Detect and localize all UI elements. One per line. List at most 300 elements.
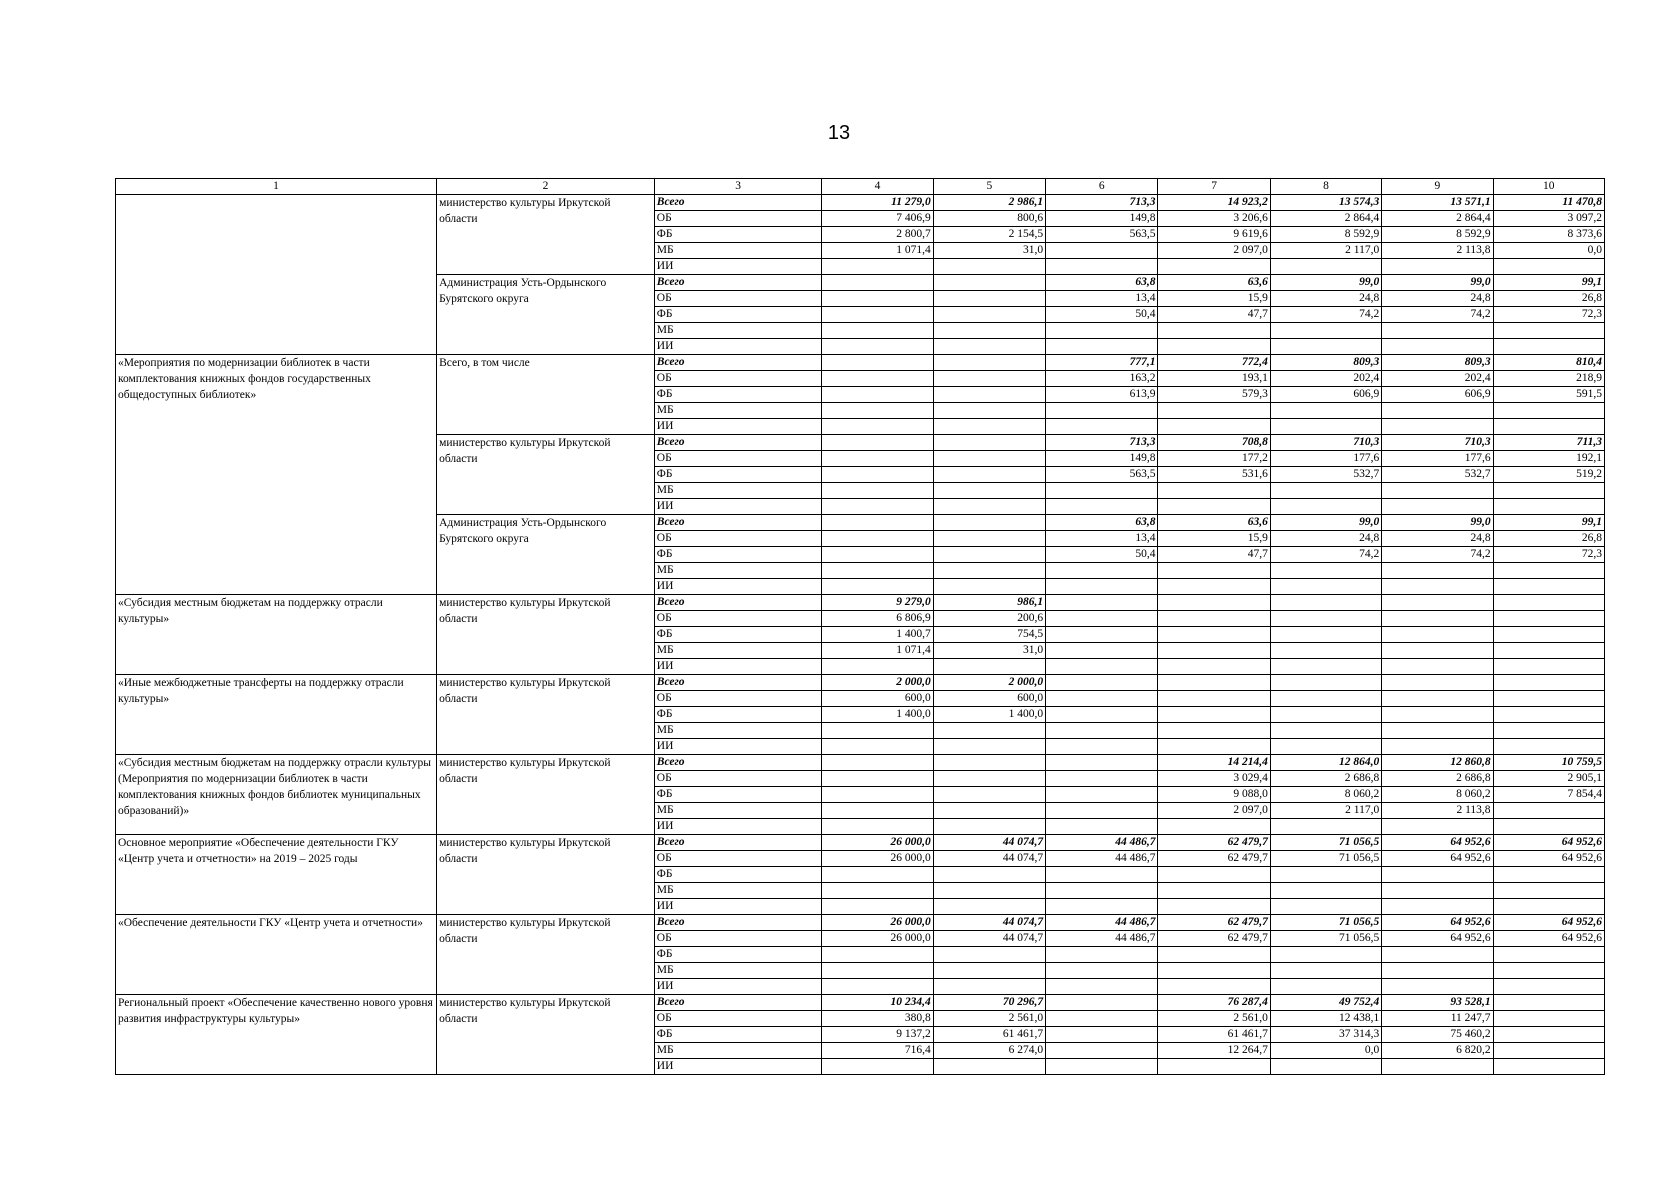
value-cell: 74,2 <box>1382 547 1493 563</box>
value-cell <box>1046 979 1158 995</box>
value-cell <box>1270 899 1381 915</box>
value-cell: 9 619,6 <box>1158 227 1270 243</box>
event-name-cell <box>116 195 437 355</box>
value-cell: 99,1 <box>1493 275 1604 291</box>
value-cell: 0,0 <box>1493 243 1604 259</box>
value-cell: 2 097,0 <box>1158 803 1270 819</box>
value-cell: 63,6 <box>1158 515 1270 531</box>
page-number: 13 <box>827 122 851 144</box>
funding-source-cell: ИИ <box>654 499 822 515</box>
value-cell <box>1493 1059 1604 1075</box>
value-cell: 64 952,6 <box>1493 851 1604 867</box>
value-cell <box>933 499 1045 515</box>
value-cell <box>933 867 1045 883</box>
value-cell: 2 905,1 <box>1493 771 1604 787</box>
funding-source-cell: ОБ <box>654 1011 822 1027</box>
value-cell <box>1270 691 1381 707</box>
value-cell <box>1270 867 1381 883</box>
value-cell: 606,9 <box>1270 387 1381 403</box>
value-cell: 606,9 <box>1382 387 1493 403</box>
value-cell: 44 074,7 <box>933 931 1045 947</box>
value-cell <box>822 867 933 883</box>
value-cell <box>1493 803 1604 819</box>
value-cell <box>933 339 1045 355</box>
value-cell: 26 000,0 <box>822 851 933 867</box>
value-cell: 202,4 <box>1270 371 1381 387</box>
value-cell <box>1046 771 1158 787</box>
value-cell <box>933 307 1045 323</box>
value-cell <box>1046 659 1158 675</box>
value-cell: 99,0 <box>1382 275 1493 291</box>
value-cell <box>822 451 933 467</box>
value-cell: 99,0 <box>1382 515 1493 531</box>
funding-source-cell: ФБ <box>654 867 822 883</box>
value-cell <box>1493 611 1604 627</box>
funding-source-cell: ФБ <box>654 467 822 483</box>
value-cell: 11 279,0 <box>822 195 933 211</box>
value-cell: 63,8 <box>1046 275 1158 291</box>
value-cell: 74,2 <box>1382 307 1493 323</box>
value-cell <box>1158 963 1270 979</box>
value-cell <box>1382 883 1493 899</box>
funding-source-cell: МБ <box>654 643 822 659</box>
value-cell <box>1046 739 1158 755</box>
value-cell <box>933 403 1045 419</box>
value-cell: 15,9 <box>1158 531 1270 547</box>
value-cell <box>933 979 1045 995</box>
value-cell <box>1046 499 1158 515</box>
column-header: 2 <box>437 179 655 195</box>
value-cell: 14 923,2 <box>1158 195 1270 211</box>
value-cell <box>822 499 933 515</box>
value-cell <box>1158 611 1270 627</box>
value-cell <box>822 275 933 291</box>
value-cell: 11 470,8 <box>1493 195 1604 211</box>
value-cell <box>933 371 1045 387</box>
value-cell: 177,6 <box>1270 451 1381 467</box>
value-cell: 716,4 <box>822 1043 933 1059</box>
executor-cell: министерство культуры Иркутской области <box>437 435 655 515</box>
value-cell <box>933 291 1045 307</box>
value-cell: 62 479,7 <box>1158 931 1270 947</box>
value-cell: 44 074,7 <box>933 915 1045 931</box>
funding-source-cell: МБ <box>654 963 822 979</box>
executor-cell: министерство культуры Иркутской области <box>437 995 655 1075</box>
value-cell <box>822 323 933 339</box>
value-cell <box>1382 499 1493 515</box>
value-cell <box>822 899 933 915</box>
value-cell: 99,0 <box>1270 275 1381 291</box>
value-cell: 380,8 <box>822 1011 933 1027</box>
value-cell: 563,5 <box>1046 467 1158 483</box>
funding-source-cell: Всего <box>654 515 822 531</box>
column-header: 3 <box>654 179 822 195</box>
value-cell: 99,0 <box>1270 515 1381 531</box>
value-cell <box>1493 723 1604 739</box>
value-cell: 64 952,6 <box>1382 851 1493 867</box>
value-cell: 31,0 <box>933 643 1045 659</box>
value-cell <box>1158 563 1270 579</box>
value-cell <box>933 899 1045 915</box>
value-cell <box>1158 899 1270 915</box>
funding-source-cell: ИИ <box>654 739 822 755</box>
value-cell <box>822 467 933 483</box>
column-header: 5 <box>933 179 1045 195</box>
funding-source-cell: ФБ <box>654 707 822 723</box>
value-cell <box>1493 643 1604 659</box>
value-cell <box>1493 819 1604 835</box>
value-cell <box>1046 803 1158 819</box>
value-cell: 1 400,7 <box>822 627 933 643</box>
budget-table <box>115 178 1605 1075</box>
value-cell <box>1046 707 1158 723</box>
value-cell <box>933 467 1045 483</box>
value-cell: 64 952,6 <box>1493 835 1604 851</box>
value-cell <box>822 659 933 675</box>
funding-source-cell: ИИ <box>654 899 822 915</box>
value-cell <box>1158 707 1270 723</box>
value-cell: 10 759,5 <box>1493 755 1604 771</box>
value-cell <box>1270 563 1381 579</box>
funding-source-cell: МБ <box>654 883 822 899</box>
value-cell <box>1493 675 1604 691</box>
value-cell: 64 952,6 <box>1382 835 1493 851</box>
value-cell <box>1158 739 1270 755</box>
value-cell <box>1270 659 1381 675</box>
value-cell <box>933 883 1045 899</box>
value-cell: 26 000,0 <box>822 931 933 947</box>
value-cell <box>933 803 1045 819</box>
funding-source-cell: ФБ <box>654 387 822 403</box>
value-cell <box>1158 579 1270 595</box>
value-cell: 44 074,7 <box>933 835 1045 851</box>
value-cell <box>1493 419 1604 435</box>
value-cell <box>933 515 1045 531</box>
value-cell: 2 154,5 <box>933 227 1045 243</box>
value-cell <box>822 563 933 579</box>
value-cell <box>1046 403 1158 419</box>
value-cell <box>1493 739 1604 755</box>
value-cell <box>1046 755 1158 771</box>
executor-cell: министерство культуры Иркутской области <box>437 675 655 755</box>
value-cell <box>1493 963 1604 979</box>
value-cell: 8 373,6 <box>1493 227 1604 243</box>
value-cell: 532,7 <box>1270 467 1381 483</box>
value-cell <box>1270 675 1381 691</box>
value-cell <box>1046 595 1158 611</box>
value-cell: 563,5 <box>1046 227 1158 243</box>
value-cell <box>1046 963 1158 979</box>
value-cell <box>1382 627 1493 643</box>
value-cell <box>1046 611 1158 627</box>
value-cell: 3 206,6 <box>1158 211 1270 227</box>
funding-source-cell: ОБ <box>654 211 822 227</box>
executor-cell: Администрация Усть-Ордынского Бурятского округа <box>437 275 655 355</box>
value-cell <box>933 355 1045 371</box>
value-cell: 192,1 <box>1493 451 1604 467</box>
value-cell <box>1270 723 1381 739</box>
value-cell <box>933 563 1045 579</box>
value-cell: 26,8 <box>1493 291 1604 307</box>
value-cell <box>1382 819 1493 835</box>
column-number-row <box>116 179 1605 195</box>
value-cell: 713,3 <box>1046 435 1158 451</box>
value-cell <box>1382 739 1493 755</box>
column-header: 7 <box>1158 179 1270 195</box>
value-cell <box>1382 723 1493 739</box>
value-cell: 531,6 <box>1158 467 1270 483</box>
value-cell: 986,1 <box>933 595 1045 611</box>
value-cell: 24,8 <box>1270 291 1381 307</box>
value-cell <box>822 419 933 435</box>
value-cell <box>1046 787 1158 803</box>
value-cell <box>1493 691 1604 707</box>
funding-source-cell: ФБ <box>654 307 822 323</box>
value-cell <box>1493 563 1604 579</box>
value-cell <box>1493 627 1604 643</box>
funding-source-cell: ФБ <box>654 787 822 803</box>
table-row <box>116 995 1605 1011</box>
value-cell <box>1046 643 1158 659</box>
table-body <box>116 195 1605 1075</box>
value-cell: 519,2 <box>1493 467 1604 483</box>
value-cell <box>1270 339 1381 355</box>
value-cell <box>1158 883 1270 899</box>
value-cell <box>1158 979 1270 995</box>
value-cell <box>1046 947 1158 963</box>
value-cell: 93 528,1 <box>1382 995 1493 1011</box>
value-cell <box>1158 643 1270 659</box>
value-cell: 2 800,7 <box>822 227 933 243</box>
funding-source-cell: МБ <box>654 323 822 339</box>
funding-source-cell: Всего <box>654 755 822 771</box>
value-cell: 2 561,0 <box>933 1011 1045 1027</box>
value-cell <box>1382 259 1493 275</box>
value-cell <box>1046 691 1158 707</box>
value-cell <box>1493 323 1604 339</box>
value-cell <box>822 979 933 995</box>
value-cell: 2 117,0 <box>1270 803 1381 819</box>
value-cell <box>1046 483 1158 499</box>
value-cell <box>933 275 1045 291</box>
value-cell <box>1382 899 1493 915</box>
value-cell <box>1382 963 1493 979</box>
column-header: 1 <box>116 179 437 195</box>
value-cell: 24,8 <box>1270 531 1381 547</box>
value-cell <box>1046 819 1158 835</box>
value-cell <box>1158 403 1270 419</box>
funding-source-cell: ИИ <box>654 819 822 835</box>
value-cell <box>1493 659 1604 675</box>
value-cell <box>822 579 933 595</box>
funding-source-cell: Всего <box>654 595 822 611</box>
value-cell <box>1493 259 1604 275</box>
value-cell <box>822 435 933 451</box>
value-cell: 12 864,0 <box>1270 755 1381 771</box>
value-cell: 1 400,0 <box>822 707 933 723</box>
value-cell <box>1158 867 1270 883</box>
value-cell: 1 071,4 <box>822 643 933 659</box>
value-cell <box>822 1059 933 1075</box>
value-cell <box>933 819 1045 835</box>
value-cell: 70 296,7 <box>933 995 1045 1011</box>
value-cell <box>1270 483 1381 499</box>
table-row <box>116 755 1605 771</box>
value-cell <box>822 883 933 899</box>
value-cell: 44 074,7 <box>933 851 1045 867</box>
value-cell: 64 952,6 <box>1382 915 1493 931</box>
value-cell <box>1046 339 1158 355</box>
value-cell: 600,0 <box>822 691 933 707</box>
value-cell <box>1493 483 1604 499</box>
value-cell <box>822 371 933 387</box>
value-cell <box>1270 883 1381 899</box>
value-cell <box>933 419 1045 435</box>
value-cell <box>1493 403 1604 419</box>
value-cell: 2 864,4 <box>1382 211 1493 227</box>
value-cell <box>933 771 1045 787</box>
value-cell <box>933 259 1045 275</box>
value-cell <box>1270 979 1381 995</box>
funding-source-cell: ОБ <box>654 851 822 867</box>
value-cell <box>1046 579 1158 595</box>
value-cell <box>1382 483 1493 499</box>
value-cell: 2 864,4 <box>1270 211 1381 227</box>
table-row <box>116 195 1605 211</box>
value-cell: 3 097,2 <box>1493 211 1604 227</box>
value-cell: 44 486,7 <box>1046 931 1158 947</box>
value-cell <box>1270 739 1381 755</box>
value-cell <box>822 771 933 787</box>
value-cell <box>933 723 1045 739</box>
value-cell: 13,4 <box>1046 531 1158 547</box>
executor-cell: министерство культуры Иркутской области <box>437 835 655 915</box>
value-cell: 62 479,7 <box>1158 835 1270 851</box>
funding-source-cell: ИИ <box>654 979 822 995</box>
executor-cell: министерство культуры Иркутской области <box>437 195 655 275</box>
event-name-cell: «Обеспечение деятельности ГКУ «Центр учета и отчетности» <box>116 915 437 995</box>
value-cell: 71 056,5 <box>1270 915 1381 931</box>
value-cell <box>1382 611 1493 627</box>
value-cell: 2 117,0 <box>1270 243 1381 259</box>
value-cell: 61 461,7 <box>1158 1027 1270 1043</box>
value-cell <box>1046 323 1158 339</box>
value-cell: 149,8 <box>1046 211 1158 227</box>
value-cell <box>1158 819 1270 835</box>
value-cell <box>1046 419 1158 435</box>
funding-source-cell: ИИ <box>654 579 822 595</box>
value-cell <box>933 531 1045 547</box>
value-cell <box>1158 691 1270 707</box>
funding-source-cell: ОБ <box>654 291 822 307</box>
value-cell: 163,2 <box>1046 371 1158 387</box>
value-cell: 809,3 <box>1270 355 1381 371</box>
funding-source-cell: МБ <box>654 403 822 419</box>
value-cell <box>1046 723 1158 739</box>
value-cell <box>933 739 1045 755</box>
funding-source-cell: ФБ <box>654 227 822 243</box>
value-cell <box>1382 323 1493 339</box>
value-cell <box>1046 243 1158 259</box>
value-cell: 8 592,9 <box>1270 227 1381 243</box>
value-cell: 72,3 <box>1493 547 1604 563</box>
value-cell <box>1493 339 1604 355</box>
value-cell <box>1382 691 1493 707</box>
value-cell: 2 113,8 <box>1382 803 1493 819</box>
value-cell: 810,4 <box>1493 355 1604 371</box>
funding-source-cell: Всего <box>654 675 822 691</box>
value-cell <box>1493 979 1604 995</box>
value-cell: 777,1 <box>1046 355 1158 371</box>
value-cell <box>1493 1011 1604 1027</box>
value-cell <box>822 739 933 755</box>
executor-cell: Всего, в том числе <box>437 355 655 435</box>
value-cell <box>1382 339 1493 355</box>
funding-source-cell: ФБ <box>654 947 822 963</box>
value-cell <box>933 947 1045 963</box>
value-cell: 13 574,3 <box>1270 195 1381 211</box>
value-cell <box>1270 707 1381 723</box>
column-header: 9 <box>1382 179 1493 195</box>
value-cell <box>822 819 933 835</box>
value-cell <box>822 531 933 547</box>
value-cell <box>1158 627 1270 643</box>
table-row <box>116 675 1605 691</box>
column-header: 6 <box>1046 179 1158 195</box>
value-cell: 64 952,6 <box>1493 915 1604 931</box>
value-cell <box>1046 563 1158 579</box>
column-header: 8 <box>1270 179 1381 195</box>
value-cell <box>822 339 933 355</box>
value-cell: 754,5 <box>933 627 1045 643</box>
event-name-cell: Региональный проект «Обеспечение качественно нового уровня развития инфраструктуры культуры» <box>116 995 437 1075</box>
value-cell <box>1382 1059 1493 1075</box>
funding-source-cell: ОБ <box>654 371 822 387</box>
value-cell: 11 247,7 <box>1382 1011 1493 1027</box>
value-cell: 9 279,0 <box>822 595 933 611</box>
table-row <box>116 355 1605 371</box>
value-cell <box>933 579 1045 595</box>
value-cell <box>822 947 933 963</box>
value-cell: 31,0 <box>933 243 1045 259</box>
funding-source-cell: МБ <box>654 563 822 579</box>
value-cell: 64 952,6 <box>1382 931 1493 947</box>
value-cell: 1 400,0 <box>933 707 1045 723</box>
funding-source-cell: Всего <box>654 195 822 211</box>
funding-source-cell: МБ <box>654 803 822 819</box>
value-cell <box>1382 403 1493 419</box>
value-cell <box>1493 1043 1604 1059</box>
funding-source-cell: Всего <box>654 835 822 851</box>
value-cell: 76 287,4 <box>1158 995 1270 1011</box>
executor-cell: министерство культуры Иркутской области <box>437 595 655 675</box>
value-cell: 591,5 <box>1493 387 1604 403</box>
value-cell: 711,3 <box>1493 435 1604 451</box>
funding-source-cell: ИИ <box>654 659 822 675</box>
value-cell <box>1270 627 1381 643</box>
event-name-cell: Основное мероприятие «Обеспечение деятельности ГКУ «Центр учета и отчетности» на 2019 – 2025 годы <box>116 835 437 915</box>
funding-source-cell: ИИ <box>654 419 822 435</box>
value-cell <box>1046 1059 1158 1075</box>
value-cell: 710,3 <box>1382 435 1493 451</box>
value-cell <box>822 403 933 419</box>
value-cell: 47,7 <box>1158 307 1270 323</box>
value-cell <box>933 435 1045 451</box>
value-cell <box>933 387 1045 403</box>
value-cell <box>1046 1043 1158 1059</box>
value-cell: 99,1 <box>1493 515 1604 531</box>
funding-source-cell: МБ <box>654 1043 822 1059</box>
